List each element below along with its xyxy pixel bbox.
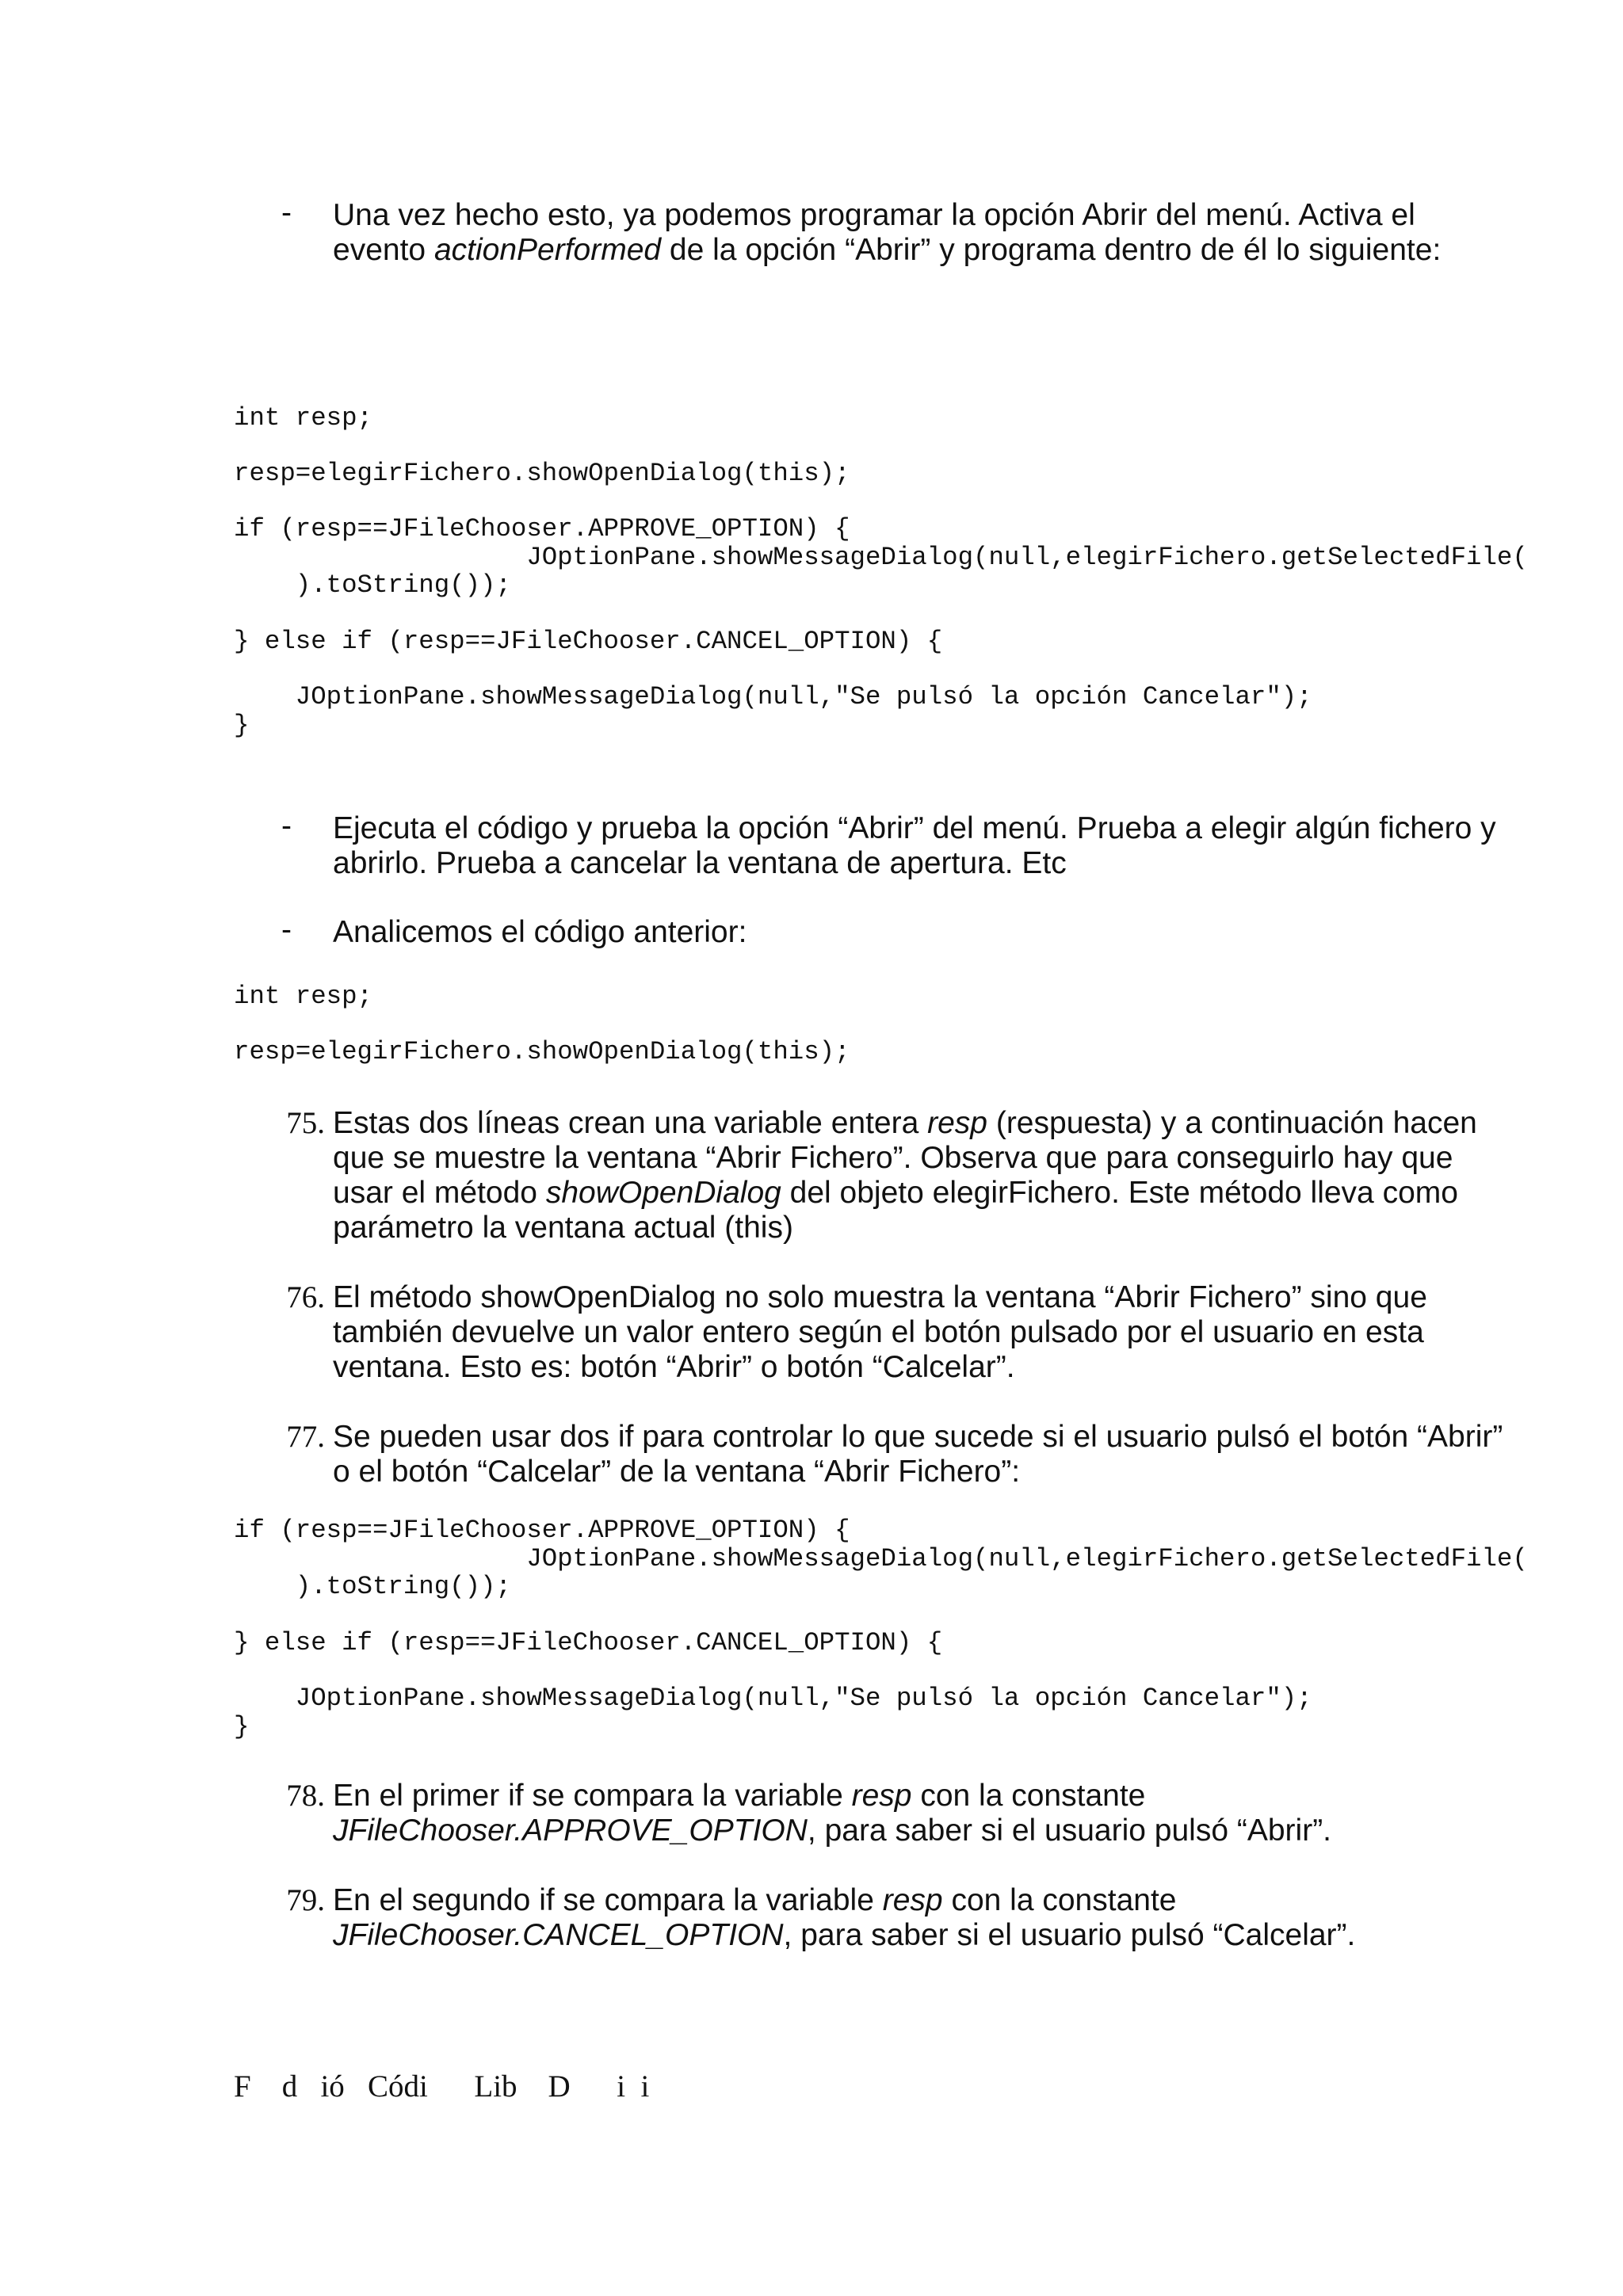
paragraph-item2-line1: Ejecuta el código y prueba la opción “Abrir” del menú. Prueba a elegir algún fichero y xyxy=(333,811,1496,845)
paragraph-78-line1 xyxy=(333,1779,1145,1814)
list-number: 78. xyxy=(286,1779,325,1813)
code-line: if (resp==JFileChooser.APPROVE_OPTION) { xyxy=(234,1516,850,1545)
paragraph-75-line3 xyxy=(333,1176,1458,1211)
paragraph-76-line2: también devuelve un valor entero según el botón pulsado por el usuario en esta xyxy=(333,1315,1424,1349)
emphasis-text: JFileChooser.CANCEL_OPTION xyxy=(333,1918,784,1952)
text-run: En el primer if se compara la variable xyxy=(333,1779,852,1813)
code-line: resp=elegirFichero.showOpenDialog(this); xyxy=(234,459,850,488)
paragraph-75-line2: que se muestre la ventana “Abrir Fichero”. Observa que para conseguirlo hay que xyxy=(333,1141,1453,1175)
bullet-dash: - xyxy=(281,809,292,843)
code-line: int resp; xyxy=(234,403,372,433)
text-run: , para saber si el usuario pulsó “Calcelar”. xyxy=(783,1918,1356,1952)
code-line: JOptionPane.showMessageDialog(null,"Se pulsó la opción Cancelar"); xyxy=(234,1684,1312,1713)
code-line: JOptionPane.showMessageDialog(null,elegirFichero.getSelectedFile( xyxy=(234,1544,1528,1573)
list-number: 79. xyxy=(286,1883,325,1917)
text-run: evento xyxy=(333,233,434,267)
code-line: } else if (resp==JFileChooser.CANCEL_OPTION) { xyxy=(234,1628,943,1657)
paragraph-item1-line1: Una vez hecho esto, ya podemos programar la opción Abrir del menú. Activa el xyxy=(333,198,1415,232)
list-number: 75. xyxy=(286,1106,325,1140)
text-run: , para saber si el usuario pulsó “Abrir”. xyxy=(807,1814,1332,1848)
emphasis-text: resp xyxy=(927,1106,987,1140)
emphasis-text: resp xyxy=(851,1779,912,1813)
bullet-dash: - xyxy=(281,913,292,947)
paragraph-76-line3: ventana. Esto es: botón “Abrir” o botón “Calcelar”. xyxy=(333,1350,1015,1384)
code-line: JOptionPane.showMessageDialog(null,elegirFichero.getSelectedFile( xyxy=(234,543,1528,572)
text-run: usar el método xyxy=(333,1176,546,1210)
code-line: JOptionPane.showMessageDialog(null,"Se pulsó la opción Cancelar"); xyxy=(234,682,1312,711)
paragraph-77-line2: o el botón “Calcelar” de la ventana “Abrir Fichero”: xyxy=(333,1455,1021,1489)
code-line: resp=elegirFichero.showOpenDialog(this); xyxy=(234,1037,850,1066)
emphasis-text: actionPerformed xyxy=(433,233,662,267)
text-run: En el segundo if se compara la variable xyxy=(333,1883,883,1917)
text-run: del objeto elegirFichero. Este método lleva como xyxy=(781,1176,1458,1210)
page-footer: F d ió Códi Lib D i i xyxy=(234,2069,650,2103)
paragraph-78-line2 xyxy=(333,1814,1331,1848)
code-line: ).toString()); xyxy=(234,1572,511,1601)
bullet-dash: - xyxy=(281,196,292,230)
paragraph-item3-line1: Analicemos el código anterior: xyxy=(333,915,747,949)
list-number: 76. xyxy=(286,1280,325,1314)
paragraph-79-line1 xyxy=(333,1883,1177,1918)
text-run: Estas dos líneas crean una variable entera xyxy=(333,1106,928,1140)
paragraph-75-line1 xyxy=(333,1106,1477,1141)
code-line: int resp; xyxy=(234,982,372,1011)
emphasis-text: showOpenDialog xyxy=(545,1176,781,1210)
text-run: (respuesta) y a continuación hacen xyxy=(987,1106,1477,1140)
emphasis-text: JFileChooser.APPROVE_OPTION xyxy=(333,1814,808,1848)
text-run: con la constante xyxy=(942,1883,1177,1917)
code-line: ).toString()); xyxy=(234,570,511,600)
paragraph-76-line1: El método showOpenDialog no solo muestra la ventana “Abrir Fichero” sino que xyxy=(333,1280,1427,1314)
paragraph-79-line2 xyxy=(333,1918,1355,1953)
code-line: } xyxy=(234,711,250,740)
paragraph-item1-line2 xyxy=(333,233,1441,268)
code-line: } else if (resp==JFileChooser.CANCEL_OPTION) { xyxy=(234,627,943,656)
code-line: } xyxy=(234,1712,250,1741)
paragraph-75-line4: parámetro la ventana actual (this) xyxy=(333,1211,793,1245)
list-number: 77. xyxy=(286,1420,325,1454)
paragraph-77-line1: Se pueden usar dos if para controlar lo que sucede si el usuario pulsó el botón “Abrir” xyxy=(333,1420,1503,1454)
paragraph-item2-line2: abrirlo. Prueba a cancelar la ventana de apertura. Etc xyxy=(333,846,1067,880)
code-line: if (resp==JFileChooser.APPROVE_OPTION) { xyxy=(234,514,850,543)
text-run: de la opción “Abrir” y programa dentro de él lo siguiente: xyxy=(661,233,1442,267)
text-run: con la constante xyxy=(911,1779,1146,1813)
emphasis-text: resp xyxy=(882,1883,943,1917)
